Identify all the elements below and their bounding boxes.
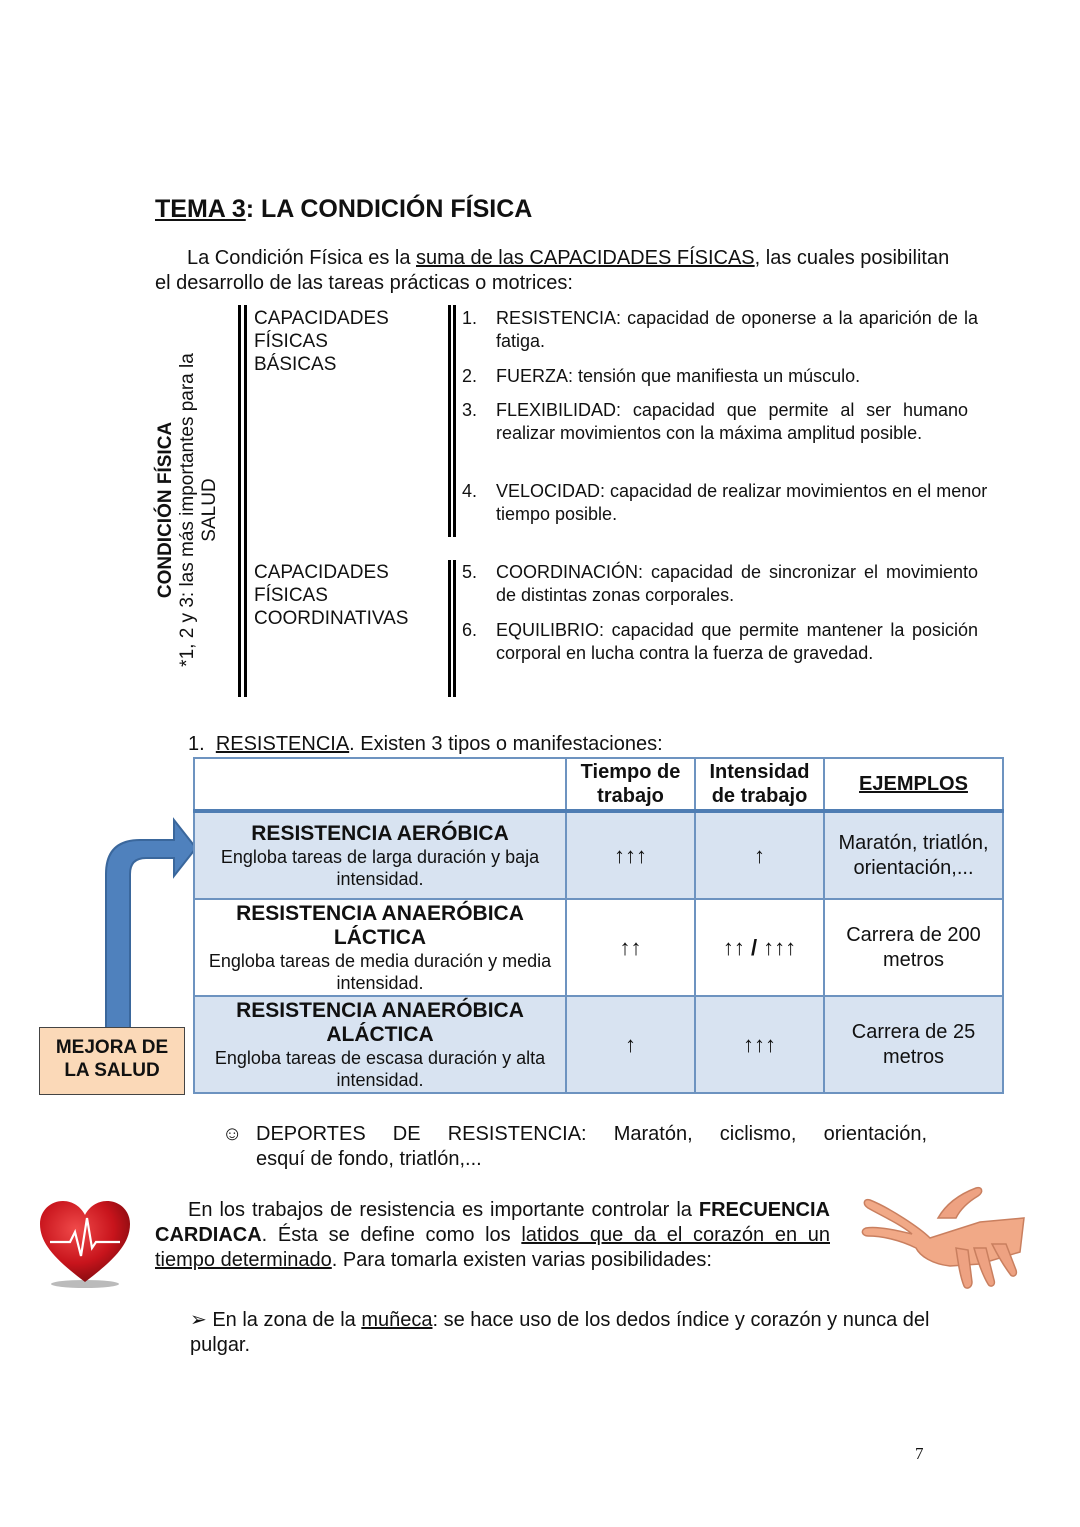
bracket-line (448, 305, 451, 537)
heart-icon (36, 1198, 134, 1290)
intensidad-cell: ↑ (695, 811, 824, 899)
smiley-icon: ☺ (222, 1123, 243, 1145)
tiempo-cell: ↑↑↑ (566, 811, 695, 899)
capacity-item: 4. VELOCIDAD: capacidad de realizar movimientos en el menor tiempo posible. (462, 481, 988, 524)
capacity-item: 5. COORDINACIÓN: capacidad de sincronizar el movimiento de distintas zonas corporales. (462, 562, 978, 605)
bracket-line (453, 560, 456, 697)
bracket-line (244, 305, 247, 697)
ejemplo-cell: Carrera de 25 metros (824, 996, 1003, 1093)
bracket-line (453, 305, 456, 537)
category-coordinativas: CAPACIDADES FÍSICAS COORDINATIVAS (254, 562, 409, 629)
wrist-pulse-hand-icon (860, 1178, 1026, 1290)
frecuencia-cardiaca-paragraph: En los trabajos de resistencia es importante controlar la FRECUENCIA CARDIACA. Ésta se define como los latidos que da el corazón en un tiempo determinado. Para tomarla existen varias posibilidades: (155, 1199, 830, 1271)
intensidad-cell: ↑↑↑ (695, 996, 824, 1093)
table-row (194, 811, 1003, 899)
curved-arrow-icon (96, 812, 200, 1030)
header-tiempo: Tiempo de trabajo (566, 758, 695, 811)
condicion-fisica-side-label: CONDICIÓN FÍSICA *1, 2 y 3: las más importantes para la SALUD (155, 353, 220, 667)
row-name-cell: RESISTENCIA ANAERÓBICA LÁCTICA Engloba tareas de media duración y media intensidad. (194, 899, 566, 996)
table-row (194, 996, 1003, 1093)
ejemplo-cell: Carrera de 200 metros (824, 899, 1003, 996)
header-ejemplos: EJEMPLOS (824, 758, 1003, 811)
arrow-bullet-icon: ➢ (190, 1309, 207, 1331)
resistance-table (193, 757, 1004, 1094)
page-number: 7 (915, 1444, 924, 1463)
category-basicas: CAPACIDADES FÍSICAS BÁSICAS (254, 308, 389, 375)
deportes-resistencia: ☺ DEPORTES DE RESISTENCIA: Maratón, ciclismo, orientación, esquí de fondo, triatlón,... (222, 1123, 927, 1170)
capacity-item: 6. EQUILIBRIO: capacidad que permite mantener la posición corporal en lucha contra la fuerza de gravedad. (462, 620, 978, 663)
row-name-cell: RESISTENCIA AERÓBICA Engloba tareas de larga duración y baja intensidad. (194, 811, 566, 899)
capacity-item: 1. RESISTENCIA: capacidad de oponerse a la aparición de la fatiga. (462, 308, 978, 351)
capacity-item: 3. FLEXIBILIDAD: capacidad que permite al ser humano realizar movimientos con la máxima amplitud posible. (462, 400, 968, 443)
row-name-cell: RESISTENCIA ANAERÓBICA ALÁCTICA Engloba tareas de escasa duración y alta intensidad. (194, 996, 566, 1093)
table-header-empty (194, 758, 566, 811)
tiempo-cell: ↑ (566, 996, 695, 1093)
intro-paragraph: La Condición Física es la suma de las CAPACIDADES FÍSICAS, las cuales posibilitan el desarrollo de las tareas prácticas o motrices: (155, 247, 950, 294)
ejemplo-cell: Maratón, triatlón, orientación,... (824, 811, 1003, 899)
section-heading-resistencia: 1. RESISTENCIA. Existen 3 tipos o manifestaciones: (188, 733, 663, 755)
bullet-muneca: ➢ En la zona de la muñeca: se hace uso de los dedos índice y corazón y nunca del pulgar. (190, 1309, 930, 1356)
bracket-line (238, 305, 241, 697)
table-header-row (194, 758, 1003, 811)
page-title: TEMA 3: LA CONDICIÓN FÍSICA (155, 195, 533, 223)
bracket-line (448, 560, 451, 697)
capacity-item: 2. FUERZA: tensión que manifiesta un músculo. (462, 366, 861, 386)
intensidad-cell: ↑↑ / ↑↑↑ (695, 899, 824, 996)
table-row (194, 899, 1003, 996)
header-intensidad: Intensidad de trabajo (695, 758, 824, 811)
mejora-salud-box: MEJORA DE LA SALUD (39, 1027, 185, 1095)
tiempo-cell: ↑↑ (566, 899, 695, 996)
